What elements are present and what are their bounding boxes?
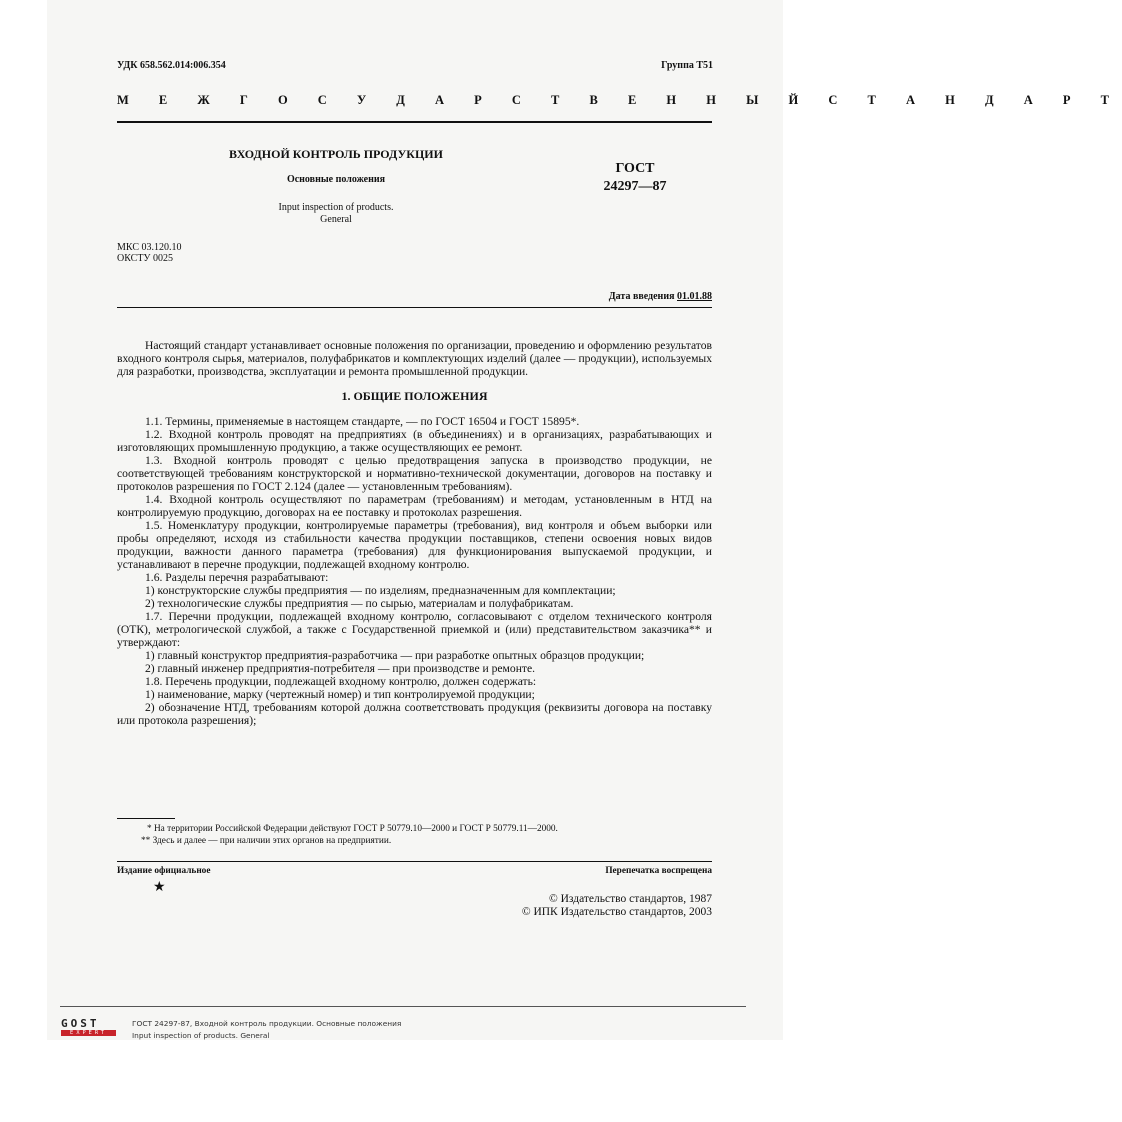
english-title-line1: Input inspection of products. [278,202,394,213]
clause-1-2: 1.2. Входной контроль проводят на предприятиях (в объединениях) и в организациях, разрабатывающих и изготовляющих промышленную продукцию, а также осуществляющих ее ремонт. [117,428,712,454]
official-edition-label: Издание официальное [117,866,211,876]
standard-type-heading: М Е Ж Г О С У Д А Р С Т В Е Н Н Ы Й С Т А Н Д А Р Т [117,93,1122,107]
reprint-prohibited-label: Перепечатка воспрещена [605,866,712,876]
english-title-line2: General [320,214,352,225]
footer-line-en: Input inspection of products. General [132,1031,270,1040]
clause-1-7-item-2: 2) главный инженер предприятия-потребителя — при производстве и ремонте. [145,662,536,675]
site-footer-text [132,1018,401,1042]
gost-number: 24297—87 [603,179,667,194]
body-text [117,339,712,727]
document-title: ВХОДНОЙ КОНТРОЛЬ ПРОДУКЦИИ [229,147,443,161]
footnote-1: * На территории Российской Федерации действуют ГОСТ Р 50779.10—2000 и ГОСТ Р 50779.11—2000. [147,824,558,834]
clause-1-6: 1.6. Разделы перечня разрабатывают: [145,571,329,584]
group-code: Группа Т51 [661,60,713,71]
clause-1-6-item-1: 1) конструкторские службы предприятия — по изделиям, предназначенным для комплектации; [145,584,616,597]
okstu-code: ОКСТУ 0025 [117,253,174,264]
clause-1-5: 1.5. Номенклатуру продукции, контролируемые параметры (требования), вид контроля и объем выборки или пробы определяют, исходя из стабильности качества продукции поставщиков, степени освоения новых видов продукции, важности данного параметра (требования) для функционирования выпускаемой продукции, и устанавливают в перечне продукции, подлежащей входному контролю. [117,519,712,571]
title-top-rule [117,121,712,123]
clause-1-3: 1.3. Входной контроль проводят с целью предотвращения запуска в производство продукции, не соответствующей требованиям конструкторской и нормативно-технической документации, договоров на поставку и протоколов разрешения по ГОСТ 2.124 (далее — установленным требованиям). [117,454,712,493]
gost-expert-logo[interactable] [61,1018,116,1036]
clause-1-7-item-1: 1) главный конструктор предприятия-разработчика — при разработке опытных образцов продукции; [145,649,645,662]
mks-code: МКС 03.120.10 [117,242,182,253]
logo-bottom-text: EXPERT [61,1030,116,1036]
clause-1-8-item-2: 2) обозначение НТД, требованиям которой должна соответствовать продукция (реквизиты договора на поставку или протокола разрешения); [117,701,712,727]
clause-1-7: 1.7. Перечни продукции, подлежащей входному контролю, согласовывают с отделом технического контроля (ОТК), метрологической службой, а также с Государственной приемкой и (или) представительством заказчика** и утверждают: [117,610,712,649]
intro-paragraph: Настоящий стандарт устанавливает основные положения по организации, проведению и оформлению результатов входного контроля сырья, материалов, полуфабрикатов и комплектующих изделий (далее — продукции), используемых для разработки, производства, эксплуатации и ремонта промышленной продукции. [117,339,712,378]
gost-label: ГОСТ [615,161,655,176]
copyright-block [522,893,712,919]
intro-date [609,291,712,302]
date-rule [117,307,712,308]
intro-date-label: Дата введения [608,291,675,302]
footnote-separator [117,818,175,819]
footer-line-ru: ГОСТ 24297-87, Входной контроль продукции. Основные положения [132,1019,402,1028]
clause-1-4: 1.4. Входной контроль осуществляют по параметрам (требованиям) и методам, установленным в НТД на контролируемую продукцию, договорах на ее поставку и протоколах разрешения. [117,493,712,519]
english-title [117,202,555,226]
star-icon: ★ [153,880,166,895]
intro-date-value: 01.01.88 [677,291,712,302]
logo-top-text: GOST [61,1017,100,1030]
official-rule [117,861,712,862]
footer-divider [60,1006,746,1007]
clause-1-1: 1.1. Термины, применяемые в настоящем стандарте, — по ГОСТ 16504 и ГОСТ 15895*. [145,415,580,428]
udk-code: УДК 658.562.014:006.354 [117,60,226,71]
section-heading: 1. ОБЩИЕ ПОЛОЖЕНИЯ [341,389,488,403]
footnote-2: ** Здесь и далее — при наличии этих органов на предприятии. [141,836,392,846]
classification-codes [117,242,181,264]
clause-1-8: 1.8. Перечень продукции, подлежащей входному контролю, должен содержать: [145,675,537,688]
copyright-2003: © ИПК Издательство стандартов, 2003 [521,906,712,918]
gost-designation [595,160,675,196]
copyright-1987: © Издательство стандартов, 1987 [548,893,712,905]
document-subtitle: Основные положения [286,174,386,185]
clause-1-8-item-1: 1) наименование, марку (чертежный номер) и тип контролируемой продукции; [145,688,535,701]
clause-1-6-item-2: 2) технологические службы предприятия — по сырью, материалам и полуфабрикатам. [145,597,574,610]
